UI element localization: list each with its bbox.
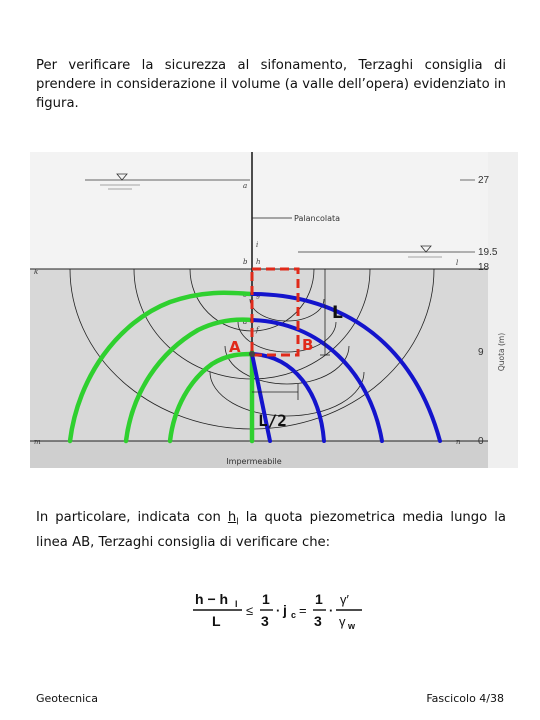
point-label-l: l — [456, 259, 459, 267]
hl-symbol — [227, 510, 239, 528]
formula-denominator: L — [212, 613, 221, 629]
footer-course-name: Geotecnica — [36, 692, 98, 705]
one-third-numerator-a: 1 — [262, 591, 270, 607]
water-region — [30, 152, 488, 269]
dot-a: · — [276, 603, 281, 618]
intro-paragraph: Per verificare la sicurezza al sifonamento, Terzaghi consiglia di prendere in considerazione il volume (a valle dell’opera) evidenziato in figura. — [36, 58, 506, 111]
elevation-label-19-5: 19.5 — [478, 247, 498, 258]
point-B-label: B — [302, 336, 314, 354]
impermeable-label: Impermeabile — [226, 457, 282, 466]
hl-symbol-sub: l — [236, 517, 239, 528]
gamma-prime: γ′ — [340, 592, 349, 607]
formula-numerator: h − h — [195, 591, 229, 607]
point-label-d: d — [243, 318, 248, 326]
elevation-label-9: 9 — [478, 347, 484, 358]
length-L-label: L — [332, 303, 343, 323]
jc-symbol: j — [283, 602, 287, 618]
leq-symbol: ≤ — [246, 603, 254, 618]
one-third-denominator-a: 3 — [261, 613, 269, 629]
jc-sub: c — [291, 610, 297, 620]
paragraph-part: In particolare, indicata con — [36, 510, 228, 525]
point-label-k: k — [34, 268, 39, 276]
point-label-b: b — [243, 258, 248, 266]
gamma-w-sub: w — [348, 621, 356, 631]
elevation-label-0: 0 — [478, 436, 484, 447]
point-label-c: c — [243, 291, 247, 299]
elevation-label-27: 27 — [478, 175, 490, 186]
sheet-pile-label: Palancolata — [294, 214, 341, 223]
hl-symbol-main: h — [227, 510, 237, 525]
paragraph-hl-definition — [36, 508, 506, 552]
point-label-e: e — [244, 350, 249, 358]
paragraph-part: la quota piezometrica media lungo la linea AB, Terzaghi consiglia di verificare che: — [36, 510, 507, 550]
elevation-label-18: 18 — [478, 262, 490, 273]
equals-symbol: = — [299, 603, 307, 618]
formula-numerator-sub: l — [235, 599, 238, 609]
one-third-denominator-b: 3 — [314, 613, 322, 629]
footer-page-number: Fascicolo 4/38 — [426, 692, 504, 705]
point-label-h: h — [256, 258, 261, 266]
gamma-w: γ — [339, 614, 346, 629]
point-label-i: i — [256, 241, 259, 249]
dot-b: · — [329, 603, 334, 618]
point-label-f: f — [256, 326, 259, 334]
length-L-half-label: L/2 — [258, 411, 287, 430]
point-label-g: g — [256, 291, 261, 299]
point-label-a: a — [243, 182, 248, 190]
seepage-flow-net-figure — [30, 152, 518, 468]
point-e-marker — [249, 351, 255, 357]
point-label-m: m — [34, 438, 41, 446]
elevation-axis-label: Quota (m) — [497, 332, 506, 372]
one-third-numerator-b: 1 — [315, 591, 323, 607]
terzaghi-formula — [190, 586, 370, 636]
point-label-n: n — [456, 438, 461, 446]
point-A-label: A — [229, 338, 241, 356]
